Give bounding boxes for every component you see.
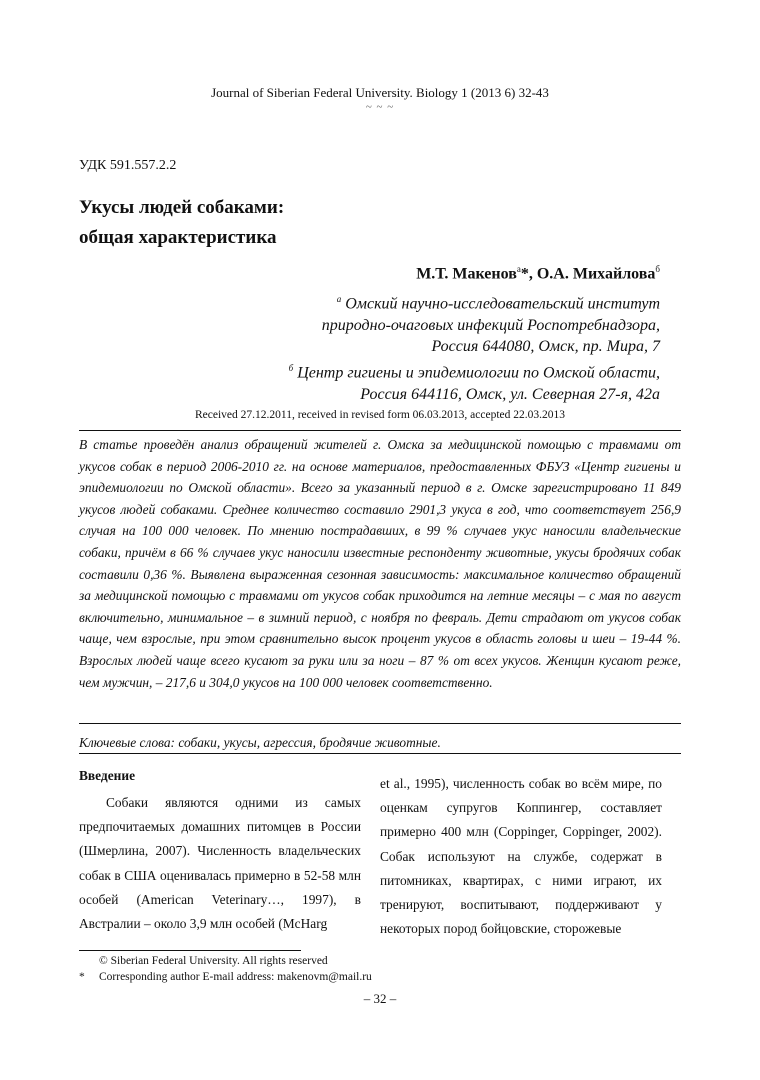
header-ornament: ~ ~ ~	[365, 101, 395, 113]
title-line-1: Укусы людей собаками:	[79, 197, 285, 218]
received-dates: Received 27.12.2011, received in revised form 06.03.2013, accepted 22.03.2013	[194, 409, 566, 421]
corresponding-footnote	[79, 969, 372, 985]
abstract: В статье проведён анализ обращений жителей г. Омска за медицинской помощью с травмами от укусов собак в период 2006-2010 гг. на основе материалов, предоставленных ФБУЗ «Центр гигиены и эпидемиологии по Омской области». Всего за указанный период в г. Омске зарегистрировано 11 849 укусов людей собаками. Среднее количество составило 2901,3 укуса в год, что соответствует 256,9 случая на 100 000 человек. По мнению пострадавших, в 99 % случаев укус наносили владельческие собаки, причём в 66 % случаев укус наносили известные респонденту животные, укусы бродячих собак составили 0,36 %. Выявлена выраженная сезонная зависимость: максимальное количество обращений за медицинской помощью с травмами от укусов собак приходится на летние месяцы – с мая по август включительно, минимальное – в зимний период, с ноября по февраль. Дети страдают от укусов собак чаще, чем взрослые, при этом сравнительно высок процент укусов в область головы и шеи – 19-44 %. Взрослых людей чаще всего кусают за руки или за ноги – 87 % от всех укусов. Женщин кусают реже, чем мужчин, – 217,6 и 304,0 укусов на 100 000 человек соответственно.	[79, 437, 681, 690]
article-title	[79, 193, 284, 253]
journal-header: Journal of Siberian Federal University. Biology 1 (2013 6) 32-43	[211, 85, 549, 100]
author-2-affil-mark: б	[655, 264, 660, 274]
page-number: – 32 –	[363, 991, 397, 1006]
affiliation-2-line-2: Россия 644116, Омск, ул. Северная 27-я, 42а	[360, 385, 660, 403]
corresponding-mark: *,	[520, 265, 533, 283]
corresponding-email: Corresponding author E-mail address: makenovm@mail.ru	[99, 971, 372, 983]
affiliations	[289, 289, 660, 405]
intro-left-column	[79, 766, 361, 936]
udk-code: УДК 591.557.2.2	[79, 158, 177, 173]
keywords: Ключевые слова: собаки, укусы, агрессия, бродячие животные.	[79, 735, 441, 750]
intro-paragraph-right: et al., 1995), численность собак во всём мире, по оценкам супругов Коппингер, составляет примерно 400 млн (Coppinger, Coppinger, 2002). Собак используют на службе, содержат в питомниках, квартирах, с ними играют, их тренируют, воспитывают, поддерживают у некоторых пород бойцовские, сторожевые	[380, 776, 662, 937]
affiliation-2-text-1: Центр гигиены и эпидемиологии по Омской области,	[293, 364, 660, 382]
intro-heading: Введение	[79, 768, 136, 783]
affiliation-1-line-1	[289, 289, 660, 315]
author-2: О.А. Михайлова	[532, 265, 656, 283]
keywords-rule	[79, 753, 681, 754]
author-1: М.Т. Макенов	[416, 265, 517, 283]
intro-paragraph-left: Собаки являются одними из самых предпочитаемых домашних питомцев в России (Шмерлина, 2007). Численность владельческих собак в США оценивалась примерно в 52-58 млн особей (American Veterinary…, 1997), в Австралии – около 3,9 млн особей (McHarg	[79, 795, 361, 932]
intro-right-column	[380, 772, 662, 941]
affiliation-2-line-1	[289, 358, 660, 384]
affiliation-2-mark: б	[288, 362, 294, 373]
affiliation-1-mark: а	[336, 294, 342, 304]
copyright-footnote: © Siberian Federal University. All rights reserved	[99, 955, 328, 967]
title-line-2: общая характеристика	[79, 227, 277, 248]
affiliation-1-line-3: Россия 644080, Омск, пр. Мира, 7	[431, 338, 660, 356]
affiliation-1-line-2: природно-очаговых инфекций Роспотребнадзора,	[321, 316, 660, 334]
abstract-bottom-rule	[79, 723, 681, 724]
affiliation-1-text-1: Омский научно-исследовательский институт	[341, 295, 660, 313]
abstract-top-rule	[79, 430, 681, 431]
author-1-affil-mark: а	[516, 264, 521, 274]
footnote-rule	[79, 950, 301, 951]
authors-line	[416, 264, 660, 283]
footnote-star: *	[79, 971, 85, 983]
